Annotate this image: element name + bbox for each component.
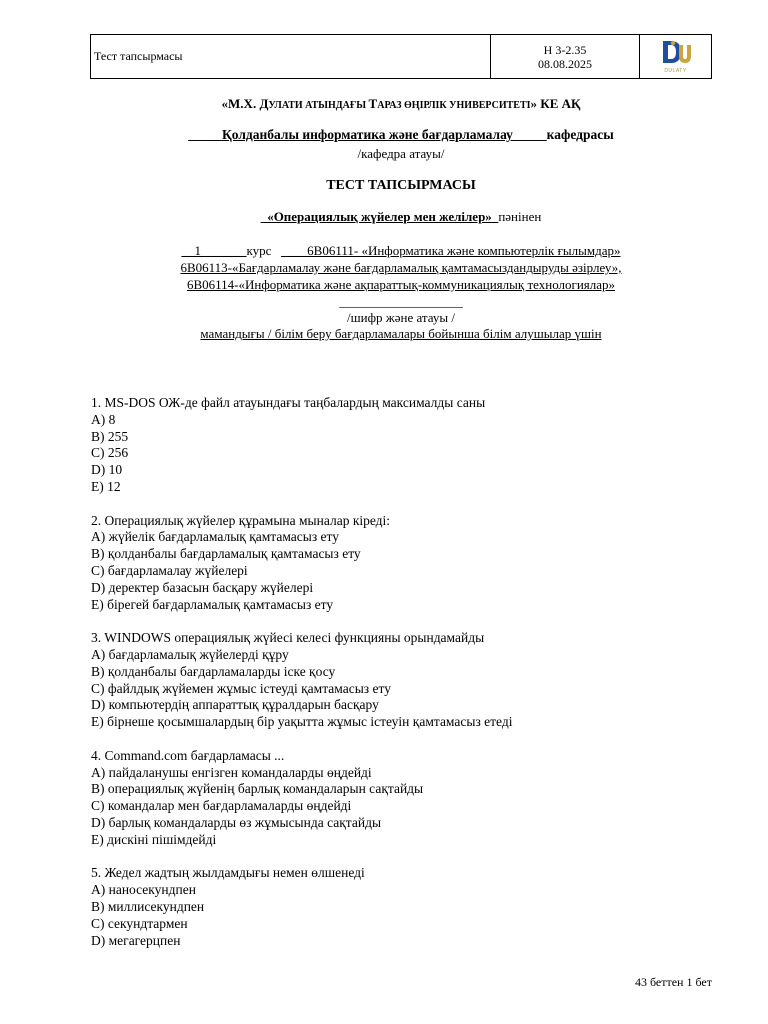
question-text: 1. MS-DOS ОЖ-де файл атауындағы таңбалардың максималды саны — [91, 395, 486, 410]
department-name: Қолданбалы информатика және бағдарламалау — [221, 127, 513, 142]
department-caption: /кафедра атауы/ — [357, 146, 445, 161]
department-line: _____Қолданбалы информатика және бағдарламалау_____кафедрасы — [188, 127, 614, 142]
question-text: 2. Операциялық жүйелер құрамына мыналар кіреді: — [91, 512, 391, 528]
answer-option: B) қолданбалы бағдарламалық қамтамасыз ету — [91, 546, 361, 562]
doc-code: Н 3-2.35 — [543, 42, 587, 57]
answer-option: E) 12 — [91, 478, 121, 494]
answer-option: C) бағдарламалау жүйелері — [91, 562, 248, 578]
blank-line: ___________________ — [339, 294, 463, 309]
answer-option: D) мегагерцпен — [91, 932, 181, 948]
answer-option: C) секундтармен — [91, 915, 188, 931]
question-text: 4. Command.com бағдарламасы ... — [91, 747, 285, 763]
answer-option: D) деректер базасын басқару жүйелері — [91, 579, 314, 595]
answer-option: D) 10 — [91, 462, 123, 478]
subject-name: _«Операциялық жүйелер мен желілер»_ — [260, 209, 499, 224]
subject-line: _«Операциялық жүйелер мен желілер»_пәнінен — [260, 209, 542, 224]
dulaty-logo-icon — [659, 39, 693, 67]
question-list — [91, 395, 711, 966]
university-logo — [640, 35, 711, 78]
answer-option: A) наносекундпен — [91, 882, 196, 898]
answer-option: A) жүйелік бағдарламалық қамтамасыз ету — [91, 529, 340, 545]
test-title: ТЕСТ ТАПСЫРМАСЫ — [326, 178, 476, 193]
question-text: 3. WINDOWS операциялық жүйесі келесі функцияны орындамайды — [91, 630, 485, 646]
answer-option: C) командалар мен бағдарламаларды өңдейді — [91, 798, 352, 814]
answer-option: B) қолданбалы бағдарламаларды іске қосу — [91, 663, 336, 679]
cipher-caption: /шифр және атауы / — [347, 310, 455, 325]
answer-option: B) 255 — [91, 428, 129, 444]
answer-option: C) файлдық жүйемен жұмыс істеуді қамтамасыз ету — [91, 680, 391, 696]
answer-option: B) миллисекундпен — [91, 898, 205, 914]
header-table — [90, 34, 712, 79]
answer-option: E) бірегей бағдарламалық қамтамасыз ету — [91, 596, 334, 612]
question-text: 5. Жедел жадтың жылдамдығы немен өлшенеді — [91, 865, 365, 881]
university-title: «М.Х. ДУЛАТИ АТЫНДАҒЫ ТАРАЗ ӨҢІРЛІК УНИВЕРСИТЕТІ» КЕ АҚ — [221, 96, 581, 111]
answer-option: A) бағдарламалық жүйелерді құру — [91, 646, 289, 662]
answer-option: C) 256 — [91, 445, 129, 461]
page-number: 43 беттен 1 бет — [634, 975, 712, 989]
program-block: __1_______курс ____6В06111- «Информатика және компьютерлік ғылымдар» 6В06113-«Бағдарламалау және бағдарламалық қамтамасыздандыруды әзірлеу», 6В06114-«Информатика және ақпараттық-коммуникациялық технологиялар» — [180, 243, 622, 292]
doc-label: Тест тапсырмасы — [91, 35, 491, 78]
logo-text: DULATY — [664, 68, 687, 74]
answer-option: E) бірнеше қосымшалардың бір уақытта жұмыс істеуін қамтамасыз етеді — [91, 714, 513, 730]
answer-option: A) 8 — [91, 411, 116, 427]
question-2 — [91, 513, 711, 614]
answer-option: D) барлық командаларды өз жұмысында сақтайды — [91, 814, 382, 830]
audience-line: мамандығы / білім беру бағдарламалары бойынша білім алушылар үшін — [200, 326, 602, 341]
answer-option: A) пайдаланушы енгізген командаларды өңдейді — [91, 764, 372, 780]
question-5 — [91, 865, 711, 949]
question-3 — [91, 630, 711, 731]
question-1 — [91, 395, 711, 496]
answer-option: D) компьютердің аппараттық құралдарын басқару — [91, 697, 379, 713]
question-4 — [91, 748, 711, 849]
doc-code-date — [491, 35, 640, 78]
doc-date: 08.08.2025 — [538, 56, 592, 71]
answer-option: E) дискіні пішімдейді — [91, 831, 217, 847]
answer-option: B) операциялық жүйенің барлық командаларын сақтайды — [91, 781, 424, 797]
